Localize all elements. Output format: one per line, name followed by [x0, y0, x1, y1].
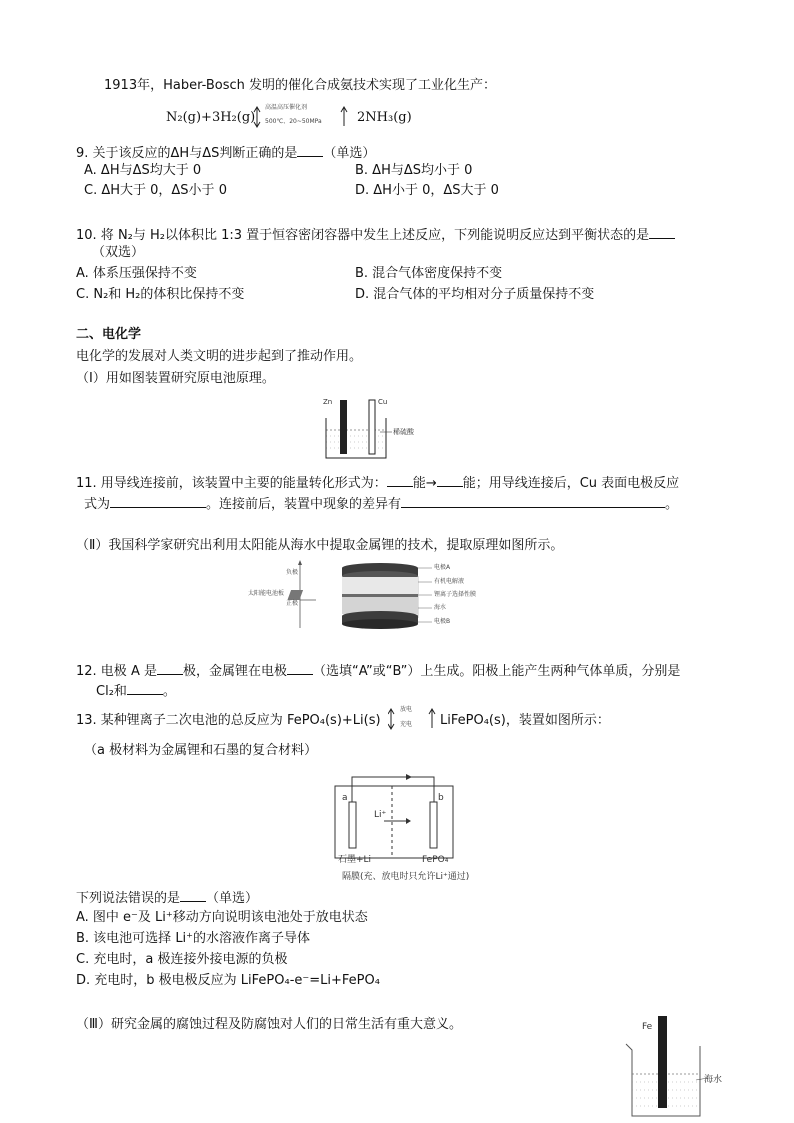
intro-line: 1913年，Haber-Bosch 发明的催化合成氨技术实现了工业化生产： — [104, 78, 496, 93]
q9-option-c[interactable]: C. ΔH大于 0，ΔS小于 0 — [84, 183, 227, 198]
membrane-caption: 隔膜(充、放电时只允许Li⁺通过) — [342, 872, 470, 882]
q10-stem: 10. 将 N₂与 H₂以体积比 1:3 置于恒容密闭容器中发生上述反应，下列能说明反应达到平衡状态的是 — [76, 225, 675, 245]
seawater-beaker-label: 海水 — [704, 1075, 723, 1085]
membrane-label: 锂离子选择性膜 — [434, 591, 477, 598]
section-intro: 电化学的发展对人类文明的进步起到了推动作用。 — [76, 349, 363, 364]
right-material-label: FePO₄ — [422, 855, 449, 865]
q13-answer-blank[interactable] — [180, 888, 206, 902]
q10-option-d[interactable]: D. 混合气体的平均相对分子质量保持不变 — [355, 287, 595, 302]
galvanic-cell-figure — [318, 396, 428, 460]
q11-blank-2[interactable] — [437, 473, 463, 487]
q9-option-d[interactable]: D. ΔH小于 0，ΔS大于 0 — [355, 183, 499, 198]
q12-line2: Cl₂和 。 — [96, 681, 176, 701]
q13-reversible-arrows — [388, 706, 436, 732]
condition-top: 高温高压催化剂 — [265, 104, 308, 111]
lithium-extraction-figure — [246, 560, 477, 632]
q10-tag: （双选） — [92, 245, 145, 260]
q9-answer-blank[interactable] — [297, 143, 323, 157]
part3-title: （Ⅲ）研究金属的腐蚀过程及防腐蚀对人们的日常生活有重大意义。 — [76, 1017, 462, 1032]
q9-option-a[interactable]: A. ΔH与ΔS均大于 0 — [84, 163, 202, 178]
corrosion-beaker-figure — [622, 1016, 734, 1120]
q11-line2: 式为 。连接前后，装置中现象的差异有 。 — [84, 494, 678, 514]
q13-option-c[interactable]: C. 充电时，a 极连接外接电源的负极 — [76, 952, 288, 967]
cu-label: Cu — [378, 398, 388, 406]
part1-title: （Ⅰ）用如图装置研究原电池原理。 — [76, 371, 275, 386]
condition-bottom: 500℃、20~50MPa — [265, 118, 322, 125]
electrolyte-label: 有机电解液 — [434, 578, 465, 585]
fe-label: Fe — [642, 1022, 653, 1032]
q12-blank-2[interactable] — [287, 661, 313, 675]
zn-label: Zn — [323, 398, 333, 406]
q13-line1-end: LiFePO₄(s)，装置如图所示： — [440, 713, 610, 728]
negative-label: 负极 — [286, 569, 299, 576]
li-ion-label: Li⁺ — [374, 810, 387, 820]
q11-blank-4[interactable] — [401, 494, 665, 508]
q13-option-d[interactable]: D. 充电时，b 极电极反应为 LiFePO₄-e⁻=Li+FePO₄ — [76, 973, 380, 988]
q10-option-a[interactable]: A. 体系压强保持不变 — [76, 266, 197, 281]
li-ion-battery-figure — [334, 774, 462, 870]
equation-left: N₂(g)+3H₂(g) — [166, 110, 256, 125]
q12-blank-1[interactable] — [157, 661, 183, 675]
q9-option-b[interactable]: B. ΔH与ΔS均小于 0 — [355, 163, 473, 178]
acid-label: 稀硫酸 — [393, 428, 414, 436]
q9-stem: 9. 关于该反应的ΔH与ΔS判断正确的是 （单选） — [76, 143, 375, 163]
q11-line1: 11. 用导线连接前，该装置中主要的能量转化形式为： 能→ 能；用导线连接后，Cu 表面电极反应 — [76, 473, 679, 493]
b-label: b — [438, 793, 444, 803]
equilibrium-arrows — [253, 104, 349, 130]
q13-note: （a 极材料为金属锂和石墨的复合材料） — [84, 743, 318, 758]
q11-blank-3[interactable] — [110, 494, 206, 508]
equation-right: 2NH₃(g) — [357, 110, 412, 125]
part2-title: （Ⅱ）我国科学家研究出利用太阳能从海水中提取金属锂的技术，提取原理如图所示。 — [76, 538, 564, 553]
a-label: a — [342, 793, 348, 803]
charge-label: 充电 — [400, 721, 413, 728]
q13-option-a[interactable]: A. 图中 e⁻及 Li⁺移动方向说明该电池处于放电状态 — [76, 910, 368, 925]
discharge-label: 放电 — [400, 706, 413, 713]
electrode-b-label: 电极B — [434, 618, 451, 625]
seawater-label: 海水 — [434, 604, 447, 611]
q13-line1: 13. 某种锂离子二次电池的总反应为 FePO₄(s)+Li(s) — [76, 713, 381, 728]
left-material-label: 石墨+Li — [338, 855, 372, 865]
q10-option-b[interactable]: B. 混合气体密度保持不变 — [355, 266, 503, 281]
q12-line1: 12. 电极 A 是 极，金属锂在电极 （选填“A”或“B”）上生成。阳极上能产生两种气体单质，分别是 — [76, 661, 680, 681]
q13-ask: 下列说法错误的是 （单选） — [76, 888, 258, 908]
q11-blank-1[interactable] — [387, 473, 413, 487]
q12-blank-3[interactable] — [127, 681, 163, 695]
solar-panel-label: 太阳能电池板 — [248, 590, 285, 597]
q10-option-c[interactable]: C. N₂和 H₂的体积比保持不变 — [76, 287, 245, 302]
section-title: 二、电化学 — [76, 327, 142, 342]
electrode-a-label: 电极A — [434, 564, 451, 571]
q13-option-b[interactable]: B. 该电池可选择 Li⁺的水溶液作离子导体 — [76, 931, 311, 946]
q10-answer-blank[interactable] — [649, 225, 675, 239]
positive-label: 正极 — [286, 600, 299, 607]
